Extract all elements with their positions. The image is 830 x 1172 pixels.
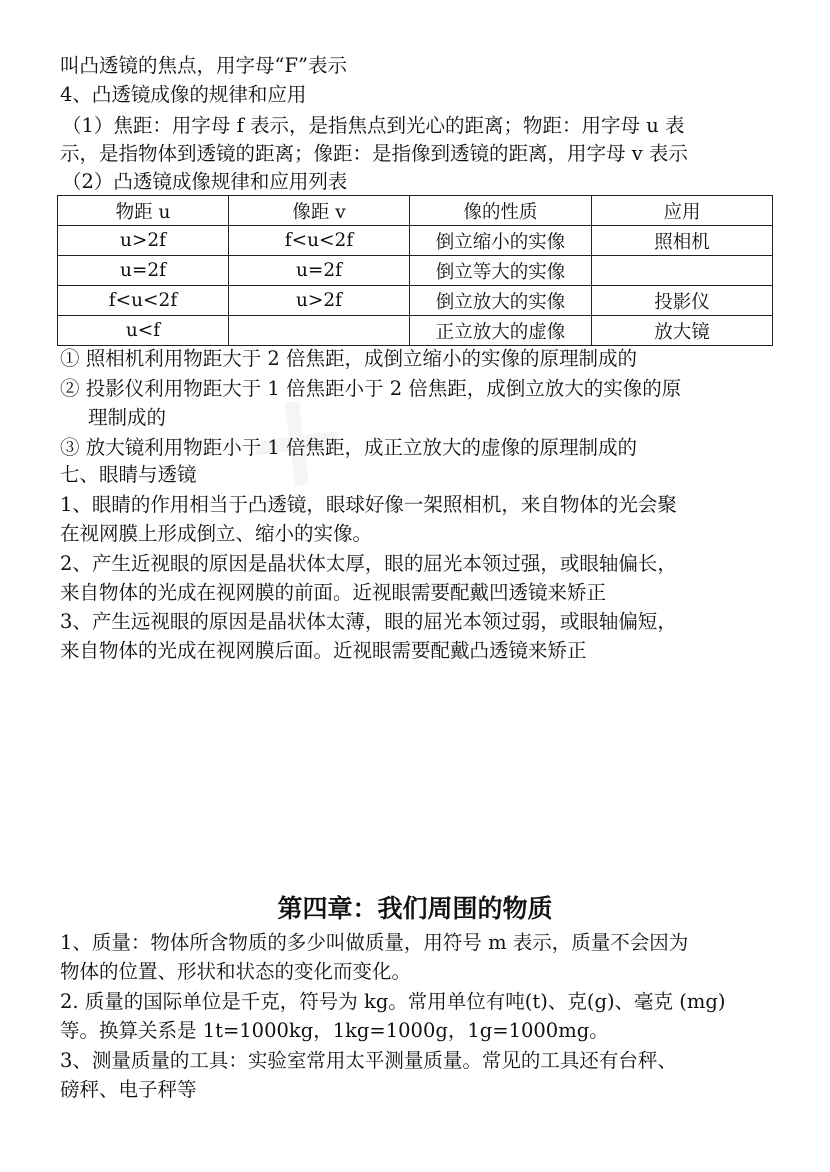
table-cell: 正立放大的虚像 [410, 316, 592, 346]
text-line: 4、凸透镜成像的规律和应用 [60, 83, 307, 106]
table-row [58, 286, 773, 316]
table-cell: u>2f [229, 286, 410, 316]
table-cell: f<u<2f [58, 286, 229, 316]
text-line: 3、产生远视眼的原因是晶状体太薄，眼的屈光本领过弱，或眼轴偏短， [60, 610, 677, 633]
table-cell: u<f [58, 316, 229, 346]
table-cell: 照相机 [592, 226, 773, 256]
text-line: （2）凸透镜成像规律和应用列表 [62, 170, 348, 193]
table-row [58, 316, 773, 346]
text-line: 2. 质量的国际单位是千克，符号为 kg。常用单位有吨(t)、克(g)、毫克 (mg) [60, 990, 726, 1013]
note-camera: ① 照相机利用物距大于 2 倍焦距，成倒立缩小的实像的原理制成的 [60, 347, 638, 370]
text-line: 磅秤、电子秤等 [60, 1078, 197, 1101]
table-cell: 倒立放大的实像 [410, 286, 592, 316]
header-application: 应用 [592, 196, 773, 226]
table-cell: u=2f [229, 256, 410, 286]
text-line: （1）焦距：用字母 f 表示，是指焦点到光心的距离；物距：用字母 u 表 [62, 114, 685, 137]
text-line: 来自物体的光成在视网膜的前面。近视眼需要配戴凹透镜来矫正 [60, 581, 607, 604]
note-projector: ② 投影仪利用物距大于 1 倍焦距小于 2 倍焦距，成倒立放大的实像的原 [60, 377, 682, 400]
table-cell: f<u<2f [229, 226, 410, 256]
table-cell: 倒立缩小的实像 [410, 226, 592, 256]
table-cell [592, 256, 773, 286]
table-header-row [58, 196, 773, 226]
text-line: 示，是指物体到透镜的距离；像距：是指像到透镜的距离，用字母 v 表示 [60, 142, 688, 165]
table-row [58, 226, 773, 256]
text-line: 叫凸透镜的焦点，用字母“F”表示 [60, 54, 347, 77]
section-heading: 七、眼睛与透镜 [60, 463, 197, 486]
chapter-title: 第四章：我们周围的物质 [277, 894, 553, 923]
note-projector-cont: 理制成的 [88, 406, 167, 429]
text-line: 3、测量质量的工具：实验室常用太平测量质量。常见的工具还有台秤、 [60, 1049, 677, 1072]
text-line: 来自物体的光成在视网膜后面。近视眼需要配戴凸透镜来矫正 [60, 639, 587, 662]
text-line: 等。换算关系是 1t=1000kg，1kg=1000g，1g=1000mg。 [60, 1019, 609, 1042]
table-cell: 投影仪 [592, 286, 773, 316]
header-image-distance: 像距 v [229, 196, 410, 226]
text-line: 2、产生近视眼的原因是晶状体太厚，眼的屈光本领过强，或眼轴偏长， [60, 552, 677, 575]
header-object-distance: 物距 u [58, 196, 229, 226]
table-cell: 放大镜 [592, 316, 773, 346]
lens-rules-table [57, 195, 773, 346]
header-image-nature: 像的性质 [410, 196, 592, 226]
text-line: 1、质量：物体所含物质的多少叫做质量，用符号 m 表示，质量不会因为 [60, 931, 689, 954]
text-line: 1、眼睛的作用相当于凸透镜，眼球好像一架照相机，来自物体的光会聚 [60, 493, 677, 516]
text-line: 物体的位置、形状和状态的变化而变化。 [60, 960, 412, 983]
table-cell [229, 316, 410, 346]
note-magnifier: ③ 放大镜利用物距小于 1 倍焦距，成正立放大的虚像的原理制成的 [60, 436, 638, 459]
table-row [58, 256, 773, 286]
table-cell: u=2f [58, 256, 229, 286]
table-cell: 倒立等大的实像 [410, 256, 592, 286]
text-line: 在视网膜上形成倒立、缩小的实像。 [60, 522, 373, 545]
table-cell: u>2f [58, 226, 229, 256]
